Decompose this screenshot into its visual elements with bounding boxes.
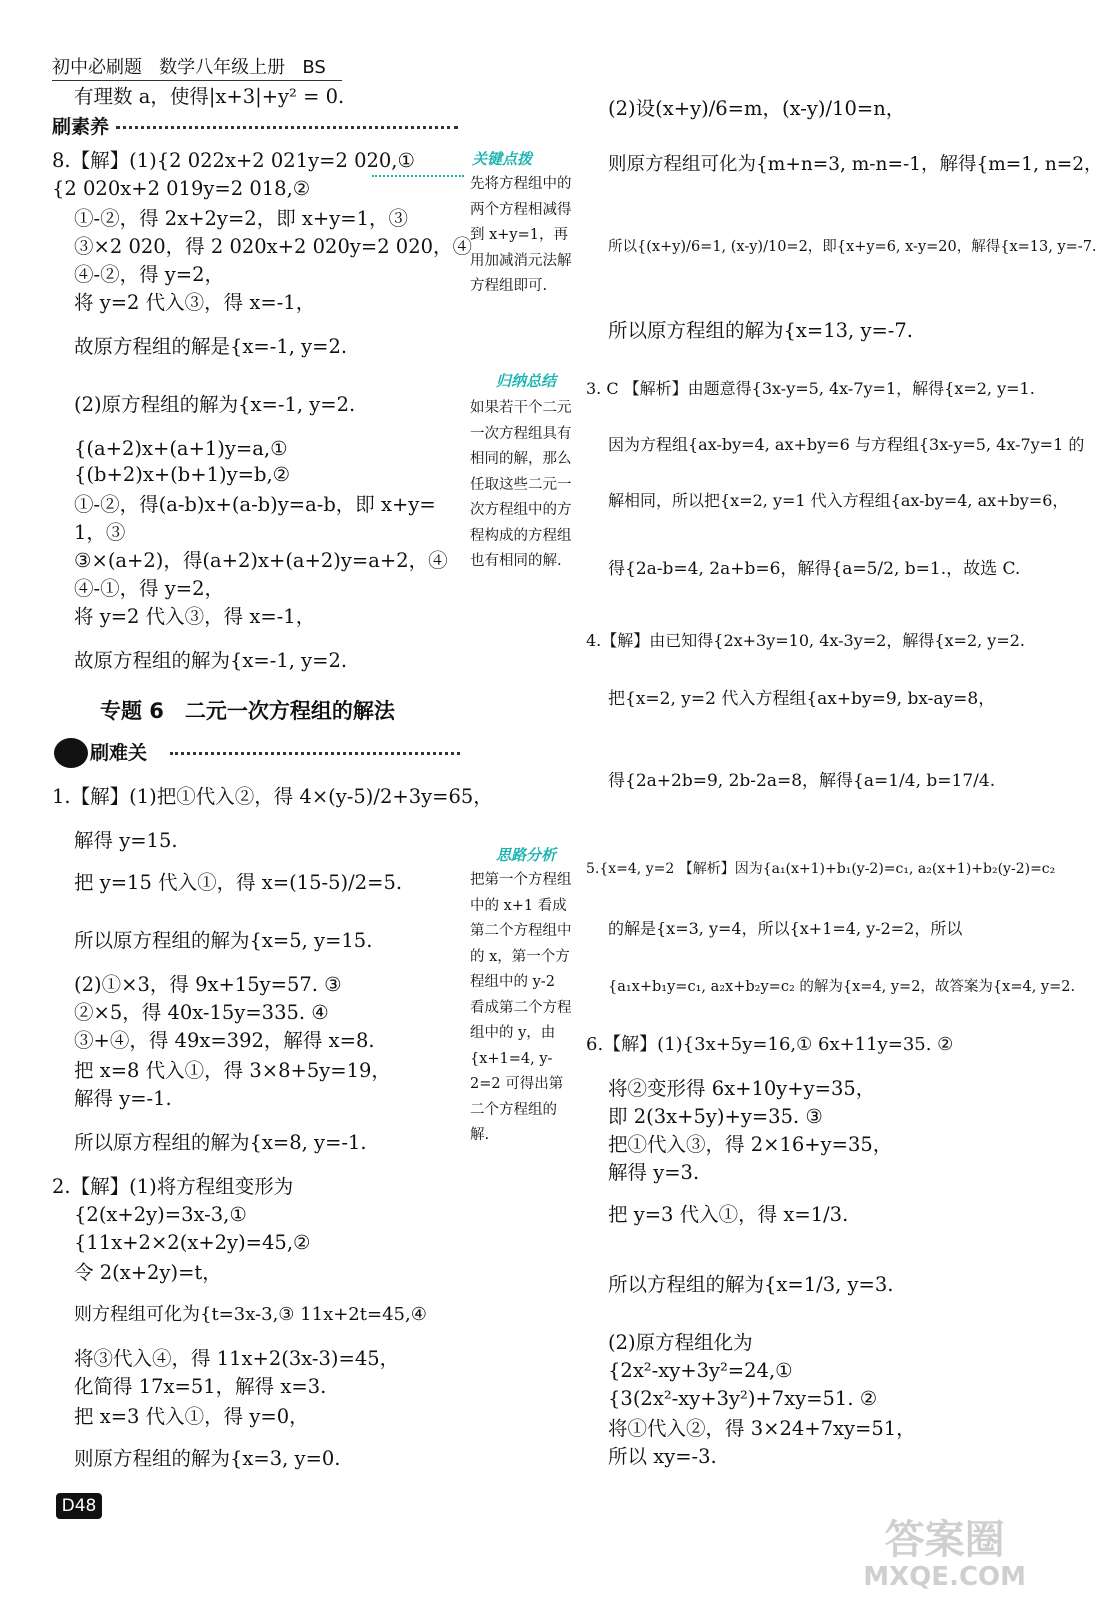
line: 将①代入②，得 3×24+7xy=51， (608, 1417, 916, 1440)
line: 6.【解】(1){3x+5y=16,① 6x+11y=35. ② (586, 1034, 954, 1055)
line: 故原方程组的解是{x=-1, y=2. (74, 335, 348, 358)
hard-dots (170, 752, 460, 755)
line: 把 y=3 代入①，得 x=1/3. (608, 1203, 849, 1226)
header-rule (52, 80, 342, 81)
edition-label: BS (302, 57, 326, 78)
line: 所以原方程组的解为{x=8, y=-1. (74, 1131, 367, 1154)
line: 解得 y=-1. (74, 1087, 172, 1110)
line: 2.【解】(1)将方程组变形为 (52, 1175, 294, 1198)
line: {(a+2)x+(a+1)y=a,① (74, 437, 288, 460)
line: 所以原方程组的解为{x=13, y=-7. (608, 319, 914, 342)
line: 把{x=2, y=2 代入方程组{ax+by=9, bx-ay=8， (608, 689, 996, 709)
line: 8.【解】(1){2 022x+2 021y=2 020,① (52, 149, 415, 172)
line: 则方程组可化为{t=3x-3,③ 11x+2t=45,④ (74, 1304, 427, 1325)
line: (2)①×3，得 9x+15y=57. ③ (74, 973, 342, 996)
line: 将③代入④，得 11x+2(3x-3)=45， (74, 1347, 400, 1370)
line: 得{2a+2b=9, 2b-2a=8，解得{a=1/4, b=17/4. (608, 771, 996, 791)
line: ④-①，得 y=2， (74, 577, 225, 600)
line: 把 x=8 代入①，得 3×8+5y=19， (74, 1059, 391, 1082)
line: 把 x=3 代入①，得 y=0， (74, 1405, 309, 1428)
line: ③×2 020，得 2 020x+2 020y=2 020，④ (74, 235, 473, 258)
line: 把①代入③，得 2×16+y=35， (608, 1133, 893, 1156)
subject-name: 数学八年级上册 (159, 57, 286, 78)
line: {2 020x+2 019y=2 018,② (52, 177, 311, 200)
side2-text: 如果若干个二元一次方程组具有相同的解，那么任取这些二元一次方程组中的方程构成的方程组也有相同的解. (470, 400, 572, 569)
line: 的解是{x=3, y=4，所以{x+1=4, y-2=2，所以 (608, 919, 963, 938)
line: 因为方程组{ax-by=4, ax+by=6 与方程组{3x-y=5, 4x-7y=1 的 (608, 435, 1085, 454)
line: 故原方程组的解为{x=-1, y=2. (74, 649, 348, 672)
watermark-line1: 答案圈 (884, 1517, 1005, 1563)
line: 则原方程组可化为{m+n=3, m-n=-1，解得{m=1, n=2， (608, 154, 1103, 175)
line: 所以 xy=-3. (608, 1445, 717, 1468)
side2-title: 归纳总结 (496, 372, 557, 390)
section-dots (116, 126, 458, 129)
book-header (52, 55, 326, 81)
line: 得{2a-b=4, 2a+b=6，解得{a=5/2, b=1.，故选 C. (608, 559, 1021, 579)
line: 则原方程组的解为{x=3, y=0. (74, 1447, 341, 1470)
line: {3(2x²-xy+3y²)+7xy=51. ② (608, 1387, 878, 1410)
line: 将 y=2 代入③，得 x=-1， (74, 291, 316, 314)
line: 将②变形得 6x+10y+y=35， (608, 1077, 876, 1100)
line: 所以方程组的解为{x=1/3, y=3. (608, 1273, 894, 1296)
line: {2(x+2y)=3x-3,① (74, 1203, 247, 1226)
line: 即 2(3x+5y)+y=35. ③ (608, 1105, 823, 1128)
line: ③×(a+2)，得(a+2)x+(a+2)y=a+2，④ (74, 549, 448, 572)
line: 所以{(x+y)/6=1, (x-y)/10=2，即{x+y=6, x-y=20，解得{x=13, y=-7. (608, 239, 1097, 255)
watermark (863, 1518, 1026, 1592)
section-label: 刷素养 (52, 116, 110, 138)
line: ②×5，得 40x-15y=335. ④ (74, 1001, 329, 1024)
line: 3. C 【解析】由题意得{3x-y=5, 4x-7y=1，解得{x=2, y=1. (586, 379, 1035, 398)
line: {a₁x+b₁y=c₁, a₂x+b₂y=c₂ 的解为{x=4, y=2，故答案为{x=4, y=2. (608, 979, 1076, 995)
line: ①-②，得 2x+2y=2，即 x+y=1，③ (74, 207, 408, 230)
line: 所以原方程组的解为{x=5, y=15. (74, 929, 373, 952)
line: 解得 y=15. (74, 829, 178, 852)
watermark-line2: MXQE.COM (863, 1562, 1026, 1592)
side1-title: 关键点拨 (472, 150, 533, 168)
line: 把 y=15 代入①，得 x=(15-5)/2=5. (74, 871, 403, 894)
line: 化简得 17x=51，解得 x=3. (74, 1375, 327, 1398)
line: 5.{x=4, y=2 【解析】因为{a₁(x+1)+b₁(y-2)=c₁, a₂(x+1)+b₂(y-2)=c₂ (586, 861, 1056, 877)
line: 解得 y=3. (608, 1161, 700, 1184)
line: 1，③ (74, 521, 126, 544)
top-line: 有理数 a，使得|x+3|+y² = 0. (74, 85, 345, 108)
line: 将 y=2 代入③，得 x=-1， (74, 605, 316, 628)
side1-leader (372, 175, 464, 177)
line: {(b+2)x+(b+1)y=b,② (74, 463, 291, 486)
line: (2)原方程组的解为{x=-1, y=2. (74, 393, 356, 416)
hard-badge-icon (54, 738, 88, 768)
series-name: 初中必刷题 (52, 57, 142, 78)
side1-text: 先将方程组中的两个方程相减得到 x+y=1，再用加减消元法解方程组即可. (470, 176, 572, 294)
topic-title: 专题 6 二元一次方程组的解法 (100, 699, 395, 723)
line: ①-②，得(a-b)x+(a-b)y=a-b，即 x+y= (74, 493, 436, 516)
line: 令 2(x+2y)=t， (74, 1261, 222, 1284)
line: (2)设(x+y)/6=m，(x-y)/10=n， (608, 97, 906, 120)
line: ④-②，得 y=2， (74, 263, 225, 286)
page-number: D48 (56, 1493, 102, 1519)
side3-text: 把第一个方程组中的 x+1 看成第二个方程组中的 x，第一个方程组中的 y-2 看成第二个方程组中的 y，由{x+1=4, y-2=2 可得出第二个方程组的解. (470, 872, 572, 1143)
line: 4.【解】由已知得{2x+3y=10, 4x-3y=2，解得{x=2, y=2. (586, 631, 1026, 650)
line: 解相同，所以把{x=2, y=1 代入方程组{ax-by=4, ax+by=6， (608, 491, 1069, 510)
line: 1.【解】(1)把①代入②，得 4×(y-5)/2+3y=65， (52, 785, 493, 808)
line: (2)原方程组化为 (608, 1331, 753, 1354)
side3-title: 思路分析 (496, 846, 557, 864)
line: ③+④，得 49x=392，解得 x=8. (74, 1029, 375, 1052)
hard-label: 刷难关 (90, 742, 148, 764)
line: {2x²-xy+3y²=24,① (608, 1359, 793, 1382)
line: {11x+2×2(x+2y)=45,② (74, 1231, 311, 1254)
